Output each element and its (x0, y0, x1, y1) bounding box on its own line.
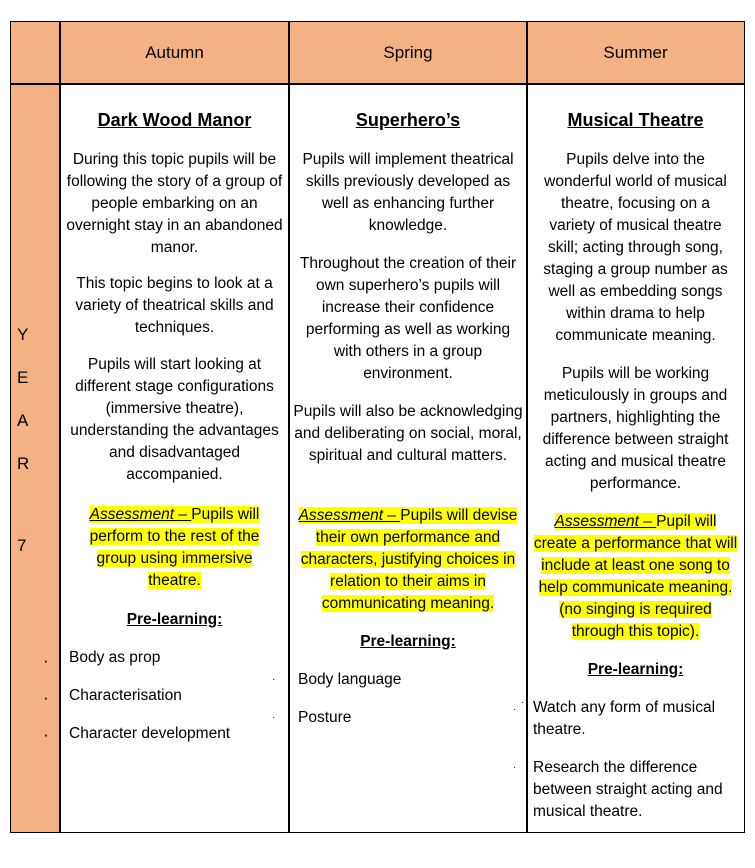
bullet: · (521, 697, 525, 708)
assessment-text: Pupils will perform to the rest of the group using immersive theatre. (89, 506, 260, 589)
year-letter: A (17, 411, 29, 430)
header-autumn-label: Autumn (145, 43, 204, 62)
assessment-label: Assessment – (89, 506, 192, 523)
assessment-text: Pupil will create a performance that will include at least one song to help communicate meaning. (no singing is required through this topic). (533, 513, 738, 640)
assessment-label: Assessment – (298, 507, 401, 524)
header-autumn (60, 22, 289, 84)
divider (288, 22, 290, 832)
summer-cell (513, 84, 744, 832)
spring-paragraph: Pupils will implement theatrical skills previously developed as well as enhancing further knowledge. (302, 151, 514, 234)
autumn-cell (60, 84, 289, 832)
summer-pre-learning-label: Pre-learning: (587, 661, 684, 678)
autumn-paragraph: Pupils will start looking at different stage configurations (immersive theatre), understanding the advantages and disadvantaged accompanied. (70, 356, 279, 483)
bullet: · (43, 725, 49, 744)
assessment-text: Pupils will devise their own performance and characters, justifying choices in relation to their aims in communicating meaning. (300, 507, 518, 612)
assessment-label: Assessment – (554, 513, 657, 530)
header-spring-label: Spring (383, 43, 433, 62)
list-item: Posture (298, 709, 352, 726)
list-item: Watch any form of musical theatre. (533, 699, 716, 738)
year-letter: E (17, 368, 29, 387)
header-summer-label: Summer (603, 43, 668, 62)
summer-paragraph: Pupils delve into the wonderful world of musical theatre, focusing on a variety of musical theatre skill; acting through song, staging a group number as well as embedding songs within drama to help communicate meaning. (543, 151, 728, 344)
spring-title: Superhero’s (355, 110, 461, 130)
year-letter: Y (17, 325, 29, 344)
bullet: · (513, 762, 517, 773)
year-letter: R (17, 454, 30, 473)
summer-title: Musical Theatre (567, 110, 704, 130)
summer-assessment (533, 511, 738, 643)
autumn-assessment (74, 504, 275, 592)
divider (11, 83, 744, 85)
spring-assessment (295, 505, 521, 615)
list-item: Body language (298, 671, 402, 688)
list-item: Research the difference between straight acting and musical theatre. (533, 759, 723, 820)
year-letter: 7 (17, 536, 27, 555)
divider (526, 22, 528, 832)
divider (59, 22, 61, 832)
bullet: · (272, 712, 276, 723)
spring-cell (289, 84, 527, 832)
autumn-title: Dark Wood Manor (97, 110, 252, 130)
header-corner (11, 22, 60, 84)
autumn-paragraph: This topic begins to look at a variety of theatrical skills and techniques. (75, 275, 274, 336)
bullet: · (272, 674, 276, 685)
autumn-pre-learning-label: Pre-learning: (126, 611, 223, 628)
bullet: · (43, 688, 49, 707)
bullet: · (513, 704, 517, 715)
header-summer (527, 22, 744, 84)
list-item: Body as prop (69, 649, 161, 666)
spring-paragraph: Pupils will also be acknowledging and deliberating on social, moral, spiritual and cultural matters. (293, 403, 523, 464)
curriculum-table (10, 21, 745, 833)
autumn-paragraph: During this topic pupils will be following the story of a group of people embarking on an overnight stay in an abandoned manor. (66, 151, 283, 256)
list-item: Characterisation (69, 687, 182, 704)
spring-paragraph: Throughout the creation of their own superhero’s pupils will increase their confidence performing as well as working with others in a group environment. (299, 255, 517, 382)
header-spring (289, 22, 527, 84)
bullet: · (43, 651, 49, 670)
list-item: Character development (69, 725, 231, 742)
year-column (11, 84, 60, 832)
spring-pre-learning-label: Pre-learning: (360, 633, 456, 650)
summer-paragraph: Pupils will be working meticulously in groups and partners, highlighting the difference between straight acting and musical theatre performance. (542, 365, 729, 492)
